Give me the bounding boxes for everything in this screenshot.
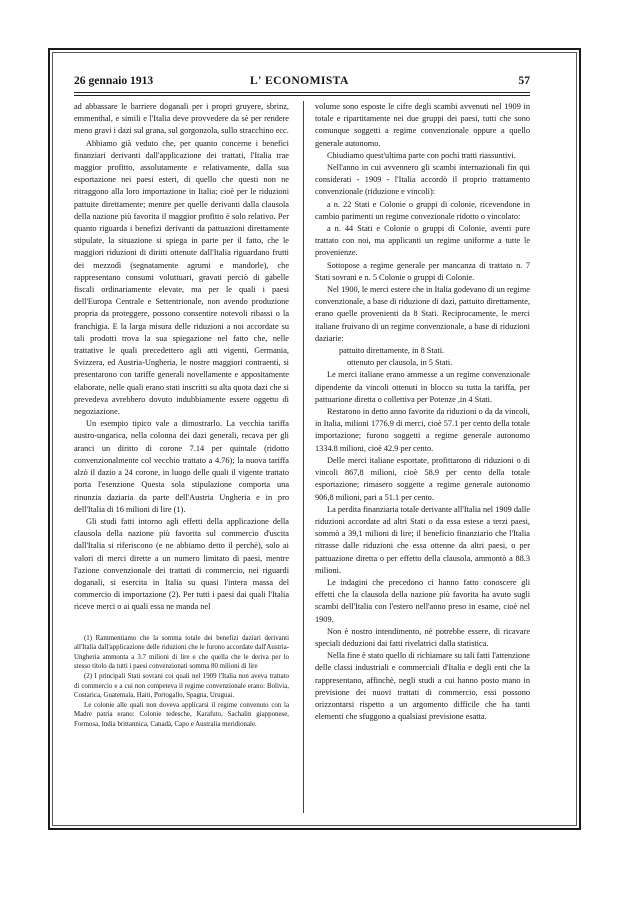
footnote-1: (1) Rammentiamo che la somma totale dei benefizi daziari derivanti all'Italia dall'applicazione delle riduzioni che le furono accordate dall'Austria-Ungheria ammonta a 3.7 milioni di lire e che quella che le deriva per lo stesso titolo da tutti i paesi convenzionati somma 80 milioni di lire <box>74 634 289 671</box>
right-paragraph-14: Nella fine è stato quello di richiamare su tali fatti l'attenzione delle classi industriali e commerciali d'Italia e degli enti che la rappresentano, affinchè, negli studi a cui hanno posto mano in previsione dei nuovi trattati di commercio, essi possono orizzontarsi rispetto a un argomento difficile che ha tanti elementi che sfuggono a qualsiasi previsione esatta. <box>315 651 530 722</box>
right-paragraph-7: Nel 1900, le merci estere che in Italia godevano di un regime convenzionale, a base di riduzione di dazi, pattuito direttamente, erano quelle provenienti da 8 Stati. Reciprocamente, le merci italiane fruivano di un regime convenzionale, a base di riduzioni daziarie: <box>315 285 530 343</box>
header-journal-title: L' ECONOMISTA <box>250 74 349 87</box>
right-paragraph-12: Le indagini che precedono ci hanno fatto conoscere gli effetti che la clausola della nazione più favorita ha avuto sugli scambi dell'Italia con l'estero nell'anno preso in esame, cioè nel 1909. <box>315 577 530 624</box>
left-paragraph-1: ad abbassare le barriere doganali per i propri gruyere, sbrinz, emmenthal, e simili e l'Italia deve provvedere da sè per rendere meno gravi i dazi sul grana, sul gorgonzola, sullo stracchino ecc. <box>74 102 289 136</box>
footnote-2: (2) I principali Stati sovrani coi quali nel 1909 l'Italia non aveva trattato di commercio e a cui non competeva il regime convenzionale erano: Bolivia, Costarica, Guatemala, Haiti, Portogallo, Spagna, Uruguai. <box>74 672 289 700</box>
left-paragraph-2: Abbiamo già veduto che, per quanto concerne i benefici finanziari derivanti dall'applicazione dei trattati, l'Italia trae maggior profitto, assolutamente e relativamente, dalla sua esportazione nei paesi esteri, di quello che questi non ne ritraggono alla loro importazione in Italia; cioè per le riduzioni pattuite direttamente; mentre per quelle derivanti dalla clausola della nazione più favorita il maggior profitto è solo relativo. Per quanto riguarda i benefizi derivanti da pattuazioni direttamente stipulate, la situazione si spiega in parte per il fatto, che le maggiori riduzioni di diritti ottenute dall'Italia riguardano frutti dei mezzodì (segnatamente agrumi e mandorle), che rappresentano consumi voluttuari, gravati perciò di gabelle fiscali ordinariamente elevate, ma per le quali i paesi dell'Europa Centrale e Settentrionale, non avendo produzione propria da proteggere, possono consentire notevoli ribassi o la franchigia. E la larga misura delle riduzioni a noi accordate su tali prodotti trova la sua spiegazione nel fatto che, nelle trattative le quali precedettero agli atti vigenti, Germania, Svizzera, ed Austria-Ungheria, le nostre maggiori contraenti, si presentarono con tariffe generali novellamente e appositamente elaborate, nelle quali erano stati inscritti su alta quota dazi che si prevedeva avrebbero dovuto indubbiamente essere oggetto di negoziazione. <box>74 138 289 417</box>
footnotes <box>74 634 289 730</box>
header-page-number: 57 <box>518 74 530 87</box>
right-paragraph-9: Restarono in detto anno favorite da riduzioni o da da vincoli, in Italia, milioni 1776.9 di merci, cioè 57.1 per cento della totale importazione; furono soggetti a regime generale autonomo 1334.8 milioni, cioè 42.9 per cento. <box>315 407 530 453</box>
right-paragraph-6: Sottopose a regime generale per mancanza di trattato n. 7 Stati sovrani e n. 5 Colonie o gruppi di Colonie. <box>315 260 530 282</box>
right-column <box>315 101 530 723</box>
right-paragraph-8: Le merci italiane erano ammesse a un regime convenzionale dipendente da vincoli ottenuti in blocco su tutta la tariffa, per pattuarione diretta o collettiva per Potenze ,in 4 Stati. <box>315 370 530 404</box>
header-rule-top <box>74 92 530 93</box>
header-date: 26 gennaio 1913 <box>74 74 154 87</box>
right-paragraph-13: Non è nostro intendimento, nè potrebbe essere, di ricavare speciali deduzioni dai fatti rivelatrici dalla statistica. <box>315 626 530 648</box>
left-paragraph-3: Un esempio tipico vale a dimostrarlo. La vecchia tariffa austro-ungarica, nella colonna dei dazi generali, recava per gli aranci un diritto di corone 7.14 per quintale (ridotto convenzionalmente col vecchio trattato a 4.76); la nuova tariffa alzò il dazio a 24 corone, in luogo delle quali il vigente trattato porta l'esenzione Questa sola stipulazione comporta una rinunzia daziaria da parte dell'Austria Ungheria e in pro dell'Italia di 16 milioni di lire (1). <box>74 419 289 514</box>
right-paragraph-5: a n. 44 Stati e Colonie o gruppi di Colonie, aventi pure trattato con noi, ma applicanti un regime uniforme a tutte le provenienze. <box>315 224 530 258</box>
left-paragraph-4: Gli studi fatti intorno agli effetti della applicazione della clausola della nazione più favorita sul commercio d'uscita dall'Italia si riferiscono (e ne abbiamo detto il perchè), solo ai valori di merci dirette a un numero limitato di paesi, mentre l'azione convenzionale dei trattati di commercio, nei riguardi doganali, si esercita in Italia su quasi l'intera massa del commercio di importazione (2). Per tutti i paesi dai quali l'Italia riceve merci o ai quali essa ne manda nel <box>74 516 289 612</box>
left-column <box>74 101 289 729</box>
right-paragraph-11: La perdita finanziaria totale derivante all'Italia nel 1909 dalle riduzioni accordate ad altri Stati o da essa estese a terzi paesi, sommò a 39,1 milioni di lire; il beneficio finanziario che l'Italia ritrasse dalle riduzioni che essa ottenne da altri paesi, o per pattuazione diretta o per effetto della clausola, ammontò a 88.3 milioni. <box>315 504 530 575</box>
column-divider <box>303 101 304 813</box>
right-list-item-1: pattuito direttamente, in 8 Stati. <box>339 346 445 356</box>
right-paragraph-3: Nell'anno in cui avvennero gli scambi internazionali fin qui considerati - 1909 - l'Italia accordò il proprio trattamento convenzionale (riduzione e vincoli): <box>315 163 530 197</box>
right-paragraph-2: Chiudiamo quest'ultima parte con pochi tratti riassuntivi. <box>327 150 516 160</box>
footnote-2-continued: Le colonie alle quali non doveva applicarsi il regime convenuto con la Madre patria erano: Colonie tedesche, Karafuto, Sachalin giapponese, Formosa, India brittannica, Canadà, Capo e Australia meridionale. <box>74 701 289 728</box>
running-header <box>74 74 530 88</box>
right-paragraph-4: a n. 22 Stati e Colonie o gruppi di colonie, ricevendone in cambio parimenti un regime convezionale ridotto o vincolato: <box>315 199 530 221</box>
right-paragraph-1: volume sono esposte le cifre degli scambi avvenuti nel 1909 in totale e ripartitamente nei due gruppi dei paesi, tutti che sono comunque soggetti a regime convenzionale oppure a quello generale autonomo. <box>315 102 530 148</box>
right-paragraph-10: Delle merci italiane esportate, profittarono di riduzioni o di vincoli 867,8 milioni, cioè 58.9 per cento della totale esportazione; rimasero soggette a regime generale autonomo 906,8 milioni, pari a 51.1 per cento. <box>315 455 530 502</box>
right-list-item-2: ottenuto per clausola, in 5 Stati. <box>347 358 453 368</box>
header-rule-bottom <box>74 95 530 96</box>
